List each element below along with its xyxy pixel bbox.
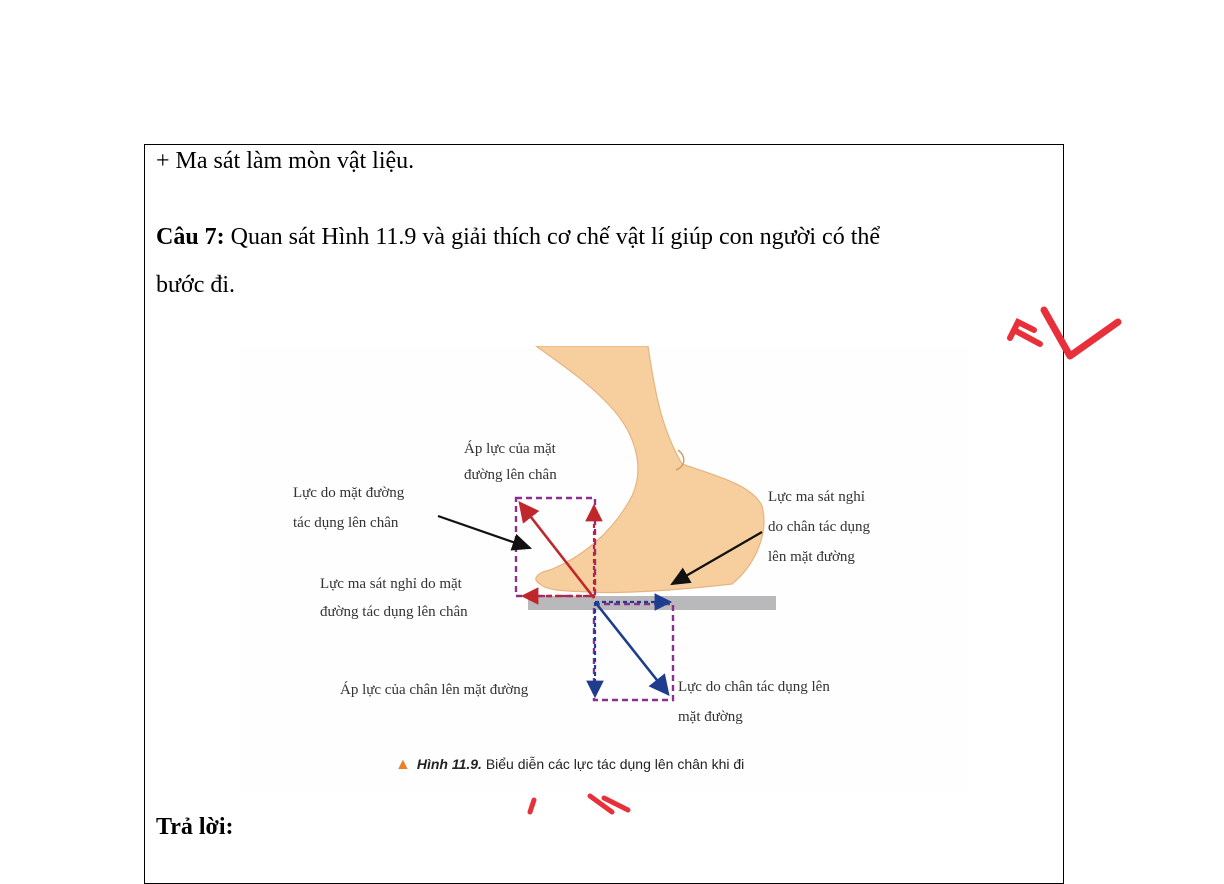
watermark-logo bbox=[1000, 300, 1130, 370]
label-foot-pressure: Áp lực của chân lên mặt đường bbox=[340, 682, 529, 698]
figure-caption bbox=[395, 756, 744, 774]
caption-text: Biểu diễn các lực tác dụng lên chân khi đi bbox=[481, 756, 745, 772]
question-text: Quan sát Hình 11.9 và giải thích cơ chế vật lí giúp con người có thể bbox=[224, 224, 881, 250]
question-line-continued: bước đi. bbox=[156, 272, 236, 298]
answer-label: Trả lời: bbox=[156, 814, 234, 840]
caption-number: Hình 11.9. bbox=[416, 756, 482, 772]
question-line bbox=[156, 224, 880, 251]
label-foot-force: Lực do chân tác dụng lên mặt đường bbox=[678, 679, 830, 725]
figure-11-9 bbox=[240, 346, 968, 792]
question-label: Câu 7: bbox=[156, 224, 225, 250]
foot-illustration bbox=[536, 346, 764, 593]
label-ground-static-friction: Lực ma sát nghỉ do mặt đường tác dụng lên chân bbox=[320, 576, 468, 620]
label-foot-static-friction: Lực ma sát nghỉ do chân tác dụng lên mặt đường bbox=[768, 489, 871, 565]
watermark-fragment bbox=[520, 792, 660, 816]
orange-triangle-icon: ▲ bbox=[395, 756, 411, 773]
label-ground-force: Lực do mặt đường tác dụng lên chân bbox=[293, 485, 405, 531]
friction-wear-line: + Ma sát làm mòn vật liệu. bbox=[156, 148, 415, 174]
label-ground-pressure: Áp lực của mặt đường lên chân bbox=[464, 441, 557, 483]
foot-force-arrow bbox=[595, 602, 668, 694]
